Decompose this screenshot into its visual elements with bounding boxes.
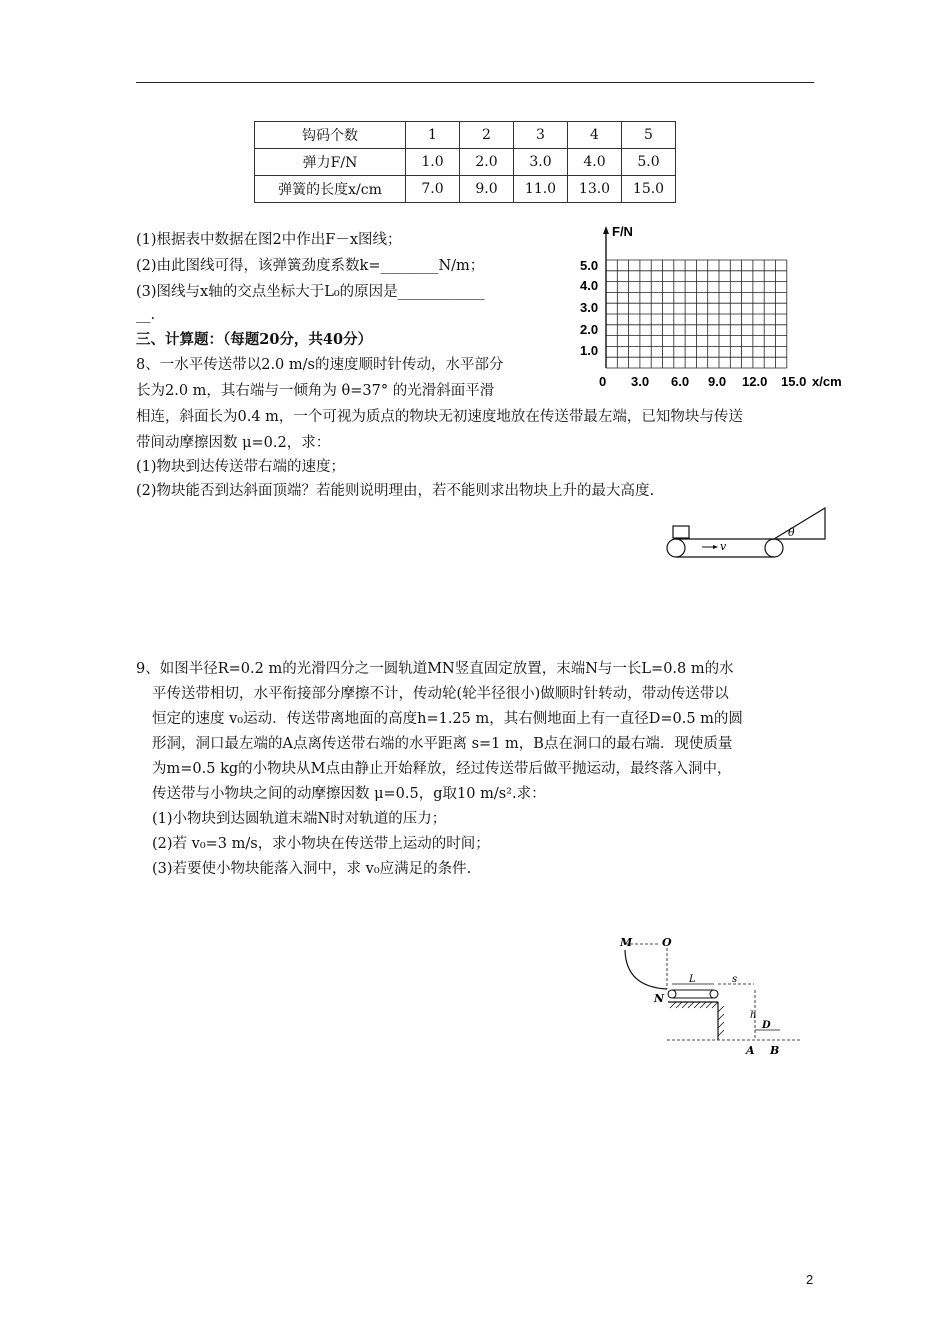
diameter-d-label: D bbox=[762, 1020, 771, 1031]
table-cell: 13.0 bbox=[568, 176, 622, 203]
velocity-label: v bbox=[720, 540, 727, 553]
q9-line5: 为m=0.5 kg的小物块从M点由静止开始释放，经过传送带后做平抛运动，最终落入洞中， bbox=[152, 761, 732, 777]
q9-line2: 平传送带相切，水平衔接部分摩擦不计，传动轮(轮半径很小)做顺时针转动，带动传送带以 bbox=[152, 686, 729, 702]
left-pulley bbox=[667, 539, 685, 557]
page-number: 2 bbox=[806, 1272, 814, 1287]
q9-line1: 9、如图半径R=0.2 m的光滑四分之一圆轨道MN竖直固定放置，末端N与一长L=0.8 m的水 bbox=[136, 661, 734, 677]
x-tick-label: 12.0 bbox=[742, 374, 768, 389]
point-n-label: N bbox=[654, 992, 665, 1005]
incline bbox=[774, 508, 825, 539]
table-cell: 7.0 bbox=[406, 176, 460, 203]
table-row bbox=[255, 176, 676, 203]
y-tick-label: 2.0 bbox=[580, 322, 599, 337]
q8-line2: 长为2.0 m，其右端与一倾角为 θ=37° 的光滑斜面平滑 bbox=[136, 383, 495, 399]
q9-part3: (3)若要使小物块能落入洞中，求 v₀应满足的条件. bbox=[152, 861, 472, 877]
q7-part1: (1)根据表中数据在图2中作出F－x图线； bbox=[136, 232, 402, 248]
table-header: 钩码个数 bbox=[255, 122, 406, 149]
table-cell: 15.0 bbox=[622, 176, 676, 203]
q8-line3: 相连，斜面长为0.4 m，一个可视为质点的物块无初速度地放在传送带最左端，已知物块与传送 bbox=[136, 409, 743, 425]
q7-part3: (3)图线与x轴的交点坐标大于L₀的原因是____________ bbox=[136, 284, 485, 300]
x-tick-label: 3.0 bbox=[631, 374, 650, 389]
block bbox=[673, 526, 689, 538]
q9-part2: (2)若 v₀=3 m/s，求小物块在传送带上运动的时间； bbox=[152, 836, 490, 852]
table-cell: 3 bbox=[514, 122, 568, 149]
table-cell: 9.0 bbox=[460, 176, 514, 203]
conveyor-incline-figure bbox=[660, 506, 830, 562]
x-tick-label: 0 bbox=[599, 374, 607, 389]
y-tick-label: 5.0 bbox=[580, 258, 599, 273]
table-cell: 5 bbox=[622, 122, 676, 149]
velocity-arrow-icon bbox=[713, 545, 718, 549]
header-rule bbox=[136, 82, 814, 83]
y-axis-arrow-icon bbox=[603, 226, 609, 234]
x-tick-label: 15.0 bbox=[781, 374, 807, 389]
q8-line4: 带间动摩擦因数 μ=0.2，求： bbox=[136, 435, 331, 451]
spring-data-table bbox=[254, 121, 676, 203]
table-cell: 2.0 bbox=[460, 149, 514, 176]
x-tick-label: 6.0 bbox=[671, 374, 690, 389]
table-header: 弹簧的长度x/cm bbox=[255, 176, 406, 203]
q9-line4: 形洞，洞口最左端的A点离传送带右端的水平距离 s=1 m，B点在洞口的最右端．现使质量 bbox=[152, 736, 733, 752]
height-h-label: h bbox=[750, 1010, 757, 1021]
y-tick-label: 4.0 bbox=[580, 278, 599, 293]
y-tick-label: 3.0 bbox=[580, 300, 599, 315]
point-o-label: O bbox=[662, 936, 672, 949]
y-axis-label: F/N bbox=[612, 224, 633, 239]
table-cell: 1.0 bbox=[406, 149, 460, 176]
track-conveyor-hole-figure bbox=[612, 932, 812, 1062]
point-a-label: A bbox=[746, 1044, 755, 1057]
platform-hatch bbox=[670, 1002, 724, 1036]
table-cell: 4.0 bbox=[568, 149, 622, 176]
quarter-arc-track bbox=[625, 950, 667, 989]
angle-label: θ bbox=[788, 526, 795, 539]
y-tick-label: 1.0 bbox=[580, 343, 599, 358]
q8-part2: (2)物块能否到达斜面顶端？若能则说明理由，若不能则求出物块上升的最大高度. bbox=[136, 483, 655, 499]
distance-s-label: s bbox=[732, 974, 738, 985]
table-cell: 5.0 bbox=[622, 149, 676, 176]
table-row bbox=[255, 122, 676, 149]
x-tick-label: 9.0 bbox=[708, 374, 727, 389]
q9-line6: 传送带与小物块之间的动摩擦因数 μ=0.5，g取10 m/s².求： bbox=[152, 786, 546, 802]
table-cell: 11.0 bbox=[514, 176, 568, 203]
f-x-graph bbox=[576, 222, 846, 390]
q9-part1: (1)小物块到达圆轨道末端N时对轨道的压力； bbox=[152, 811, 447, 827]
table-cell: 2 bbox=[460, 122, 514, 149]
length-l-label: L bbox=[689, 974, 696, 985]
q8-line1: 8、一水平传送带以2.0 m/s的速度顺时针传动，水平部分 bbox=[136, 357, 504, 373]
point-b-label: B bbox=[770, 1044, 780, 1057]
q9-line3: 恒定的速度 v₀运动．传送带离地面的高度h=1.25 m，其右侧地面上有一直径D=0.5 m的圆 bbox=[152, 711, 743, 727]
q7-part2: (2)由此图线可得，该弹簧劲度系数k=________N/m； bbox=[136, 258, 485, 274]
table-cell: 3.0 bbox=[514, 149, 568, 176]
x-axis-label: x/cm bbox=[812, 374, 842, 389]
table-header: 弹力F/N bbox=[255, 149, 406, 176]
point-m-label: M bbox=[620, 936, 633, 949]
left-pulley bbox=[668, 990, 676, 998]
table-row bbox=[255, 149, 676, 176]
right-pulley bbox=[765, 539, 783, 557]
table-cell: 4 bbox=[568, 122, 622, 149]
section-title: 三、计算题：（每题20分，共40分） bbox=[136, 331, 373, 348]
q8-part1: (1)物块到达传送带右端的速度； bbox=[136, 459, 346, 475]
graph-grid bbox=[606, 260, 787, 368]
q7-part3-cont: __. bbox=[136, 307, 156, 323]
right-pulley bbox=[710, 990, 718, 998]
table-cell: 1 bbox=[406, 122, 460, 149]
